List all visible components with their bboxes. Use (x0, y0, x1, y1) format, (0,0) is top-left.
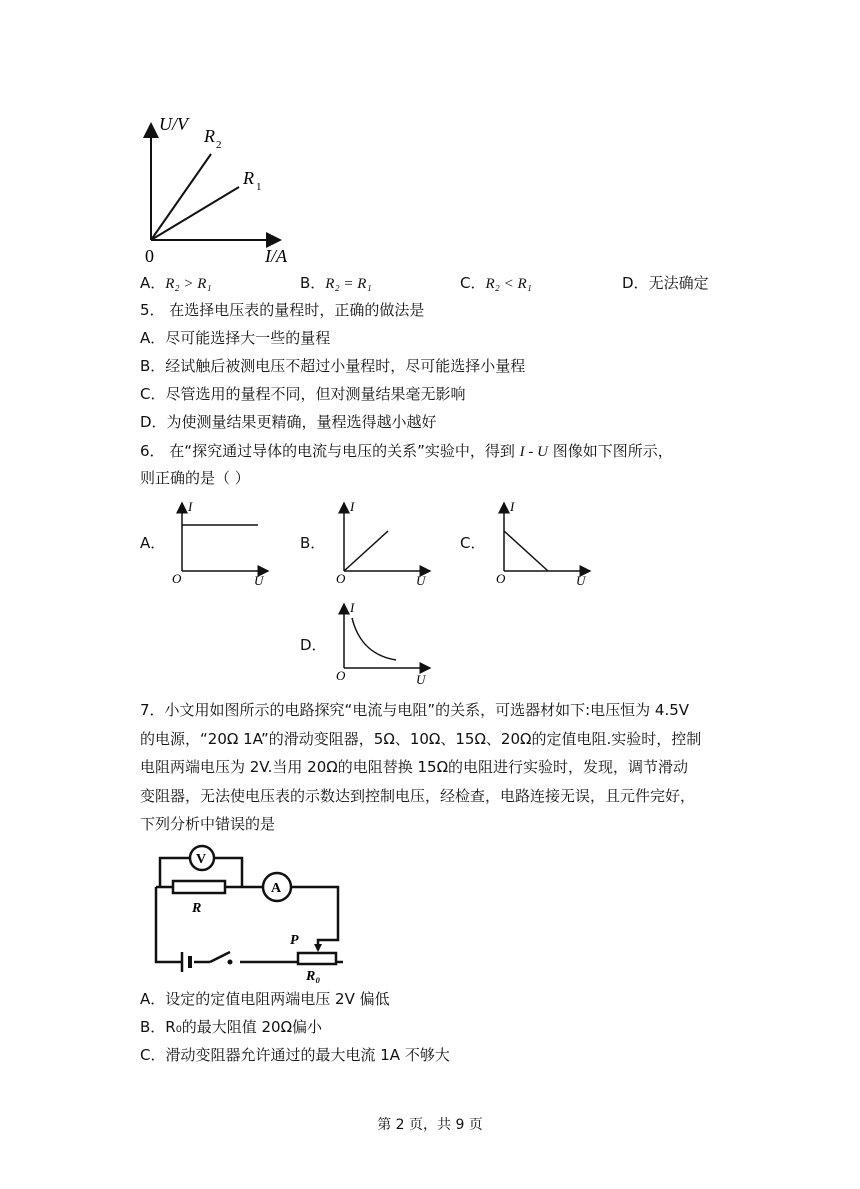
q7-circuit-diagram (138, 840, 348, 985)
r1-subscript: 1 (256, 181, 262, 193)
y-axis-label: I (350, 499, 355, 514)
x-axis-label: U (416, 672, 426, 687)
x-axis-label: U (416, 573, 426, 588)
origin-label: 0 (145, 246, 154, 266)
q7-option-c: C．滑动变阻器允许通过的最大电流 1A 不够大 (140, 1046, 450, 1064)
y-axis-label: I (510, 499, 515, 514)
x-axis-label: I/A (265, 246, 287, 266)
q6-option-a-letter: A． (140, 534, 166, 552)
q6-graph-b (330, 497, 440, 589)
q5-option-b: B．经试触后被测电压不超过小量程时，尽可能选择小量程 (140, 357, 526, 375)
voltmeter-label: V (196, 852, 207, 867)
q4-option-b: B．R₂ = R₁ (300, 274, 372, 292)
y-axis-label: I (350, 600, 355, 615)
q6-graph-c (490, 497, 600, 589)
origin-label: O (172, 571, 182, 586)
q5-stem: 5． 在选择电压表的量程时，正确的做法是 (140, 301, 425, 319)
q6-graph-a (168, 497, 278, 589)
origin-label: O (336, 571, 346, 586)
q7-stem-line2: 的电源，“20Ω 1A”的滑动变阻器，5Ω、10Ω、15Ω、20Ω的定值电阻.实验时，控制 (140, 730, 702, 748)
q7-stem-line5: 下列分析中错误的是 (140, 815, 276, 833)
y-axis-label: U/V (159, 114, 188, 134)
r1-label: R (243, 168, 254, 188)
q6-option-d-letter: D． (300, 636, 327, 654)
q4-option-c: C．R₂ < R₁ (460, 274, 532, 292)
y-axis-label: I (188, 499, 193, 514)
q6-option-c-letter: C． (460, 534, 486, 552)
resistor-label: R (192, 901, 202, 916)
q5-option-d: D．为使测量结果更精确，量程选得越小越好 (140, 413, 437, 431)
r2-subscript: 2 (216, 139, 222, 151)
q4-option-d: D．无法确定 (622, 274, 709, 292)
q7-stem-line4: 变阻器，无法使电压表的示数达到控制电压，经检查，电路连接无误，且元件完好， (140, 787, 696, 805)
q6-option-b-letter: B． (300, 534, 326, 552)
origin-label: O (336, 668, 346, 683)
q5-option-a: A．尽可能选择大一些的量程 (140, 329, 331, 347)
origin-label: O (496, 571, 506, 586)
q6-stem-line1: 6． 在“探究通过导体的电流与电压的关系”实验中，得到 I - U 图像如下图所示， (140, 442, 673, 460)
slider-label: P (290, 933, 299, 948)
q6-graph-d (330, 598, 440, 690)
q7-stem-line1: 7．小文用如图所示的电路探究“电流与电阻”的关系，可选器材如下:电压恒为 4.5V (140, 701, 690, 719)
rheostat-label: R₀ (306, 969, 321, 984)
r2-label: R (204, 126, 215, 146)
q4-ui-graph (135, 110, 305, 270)
x-axis-label: U (254, 573, 264, 588)
q7-option-a: A．设定的定值电阻两端电压 2V 偏低 (140, 990, 390, 1008)
x-axis-label: U (576, 573, 586, 588)
page-footer: 第 2 页，共 9 页 (377, 1117, 483, 1133)
q4-option-a: A．R₂ > R₁ (140, 274, 212, 292)
q5-option-c: C．尽管选用的量程不同，但对测量结果毫无影响 (140, 385, 466, 403)
ammeter-label: A (271, 881, 282, 896)
q6-stem-line2: 则正确的是（ ） (140, 469, 250, 487)
q7-option-b: B．R₀的最大阻值 20Ω偏小 (140, 1018, 323, 1036)
q7-stem-line3: 电阻两端电压为 2V.当用 20Ω的电阻替换 15Ω的电阻进行实验时，发现，调节滑动 (140, 758, 689, 776)
